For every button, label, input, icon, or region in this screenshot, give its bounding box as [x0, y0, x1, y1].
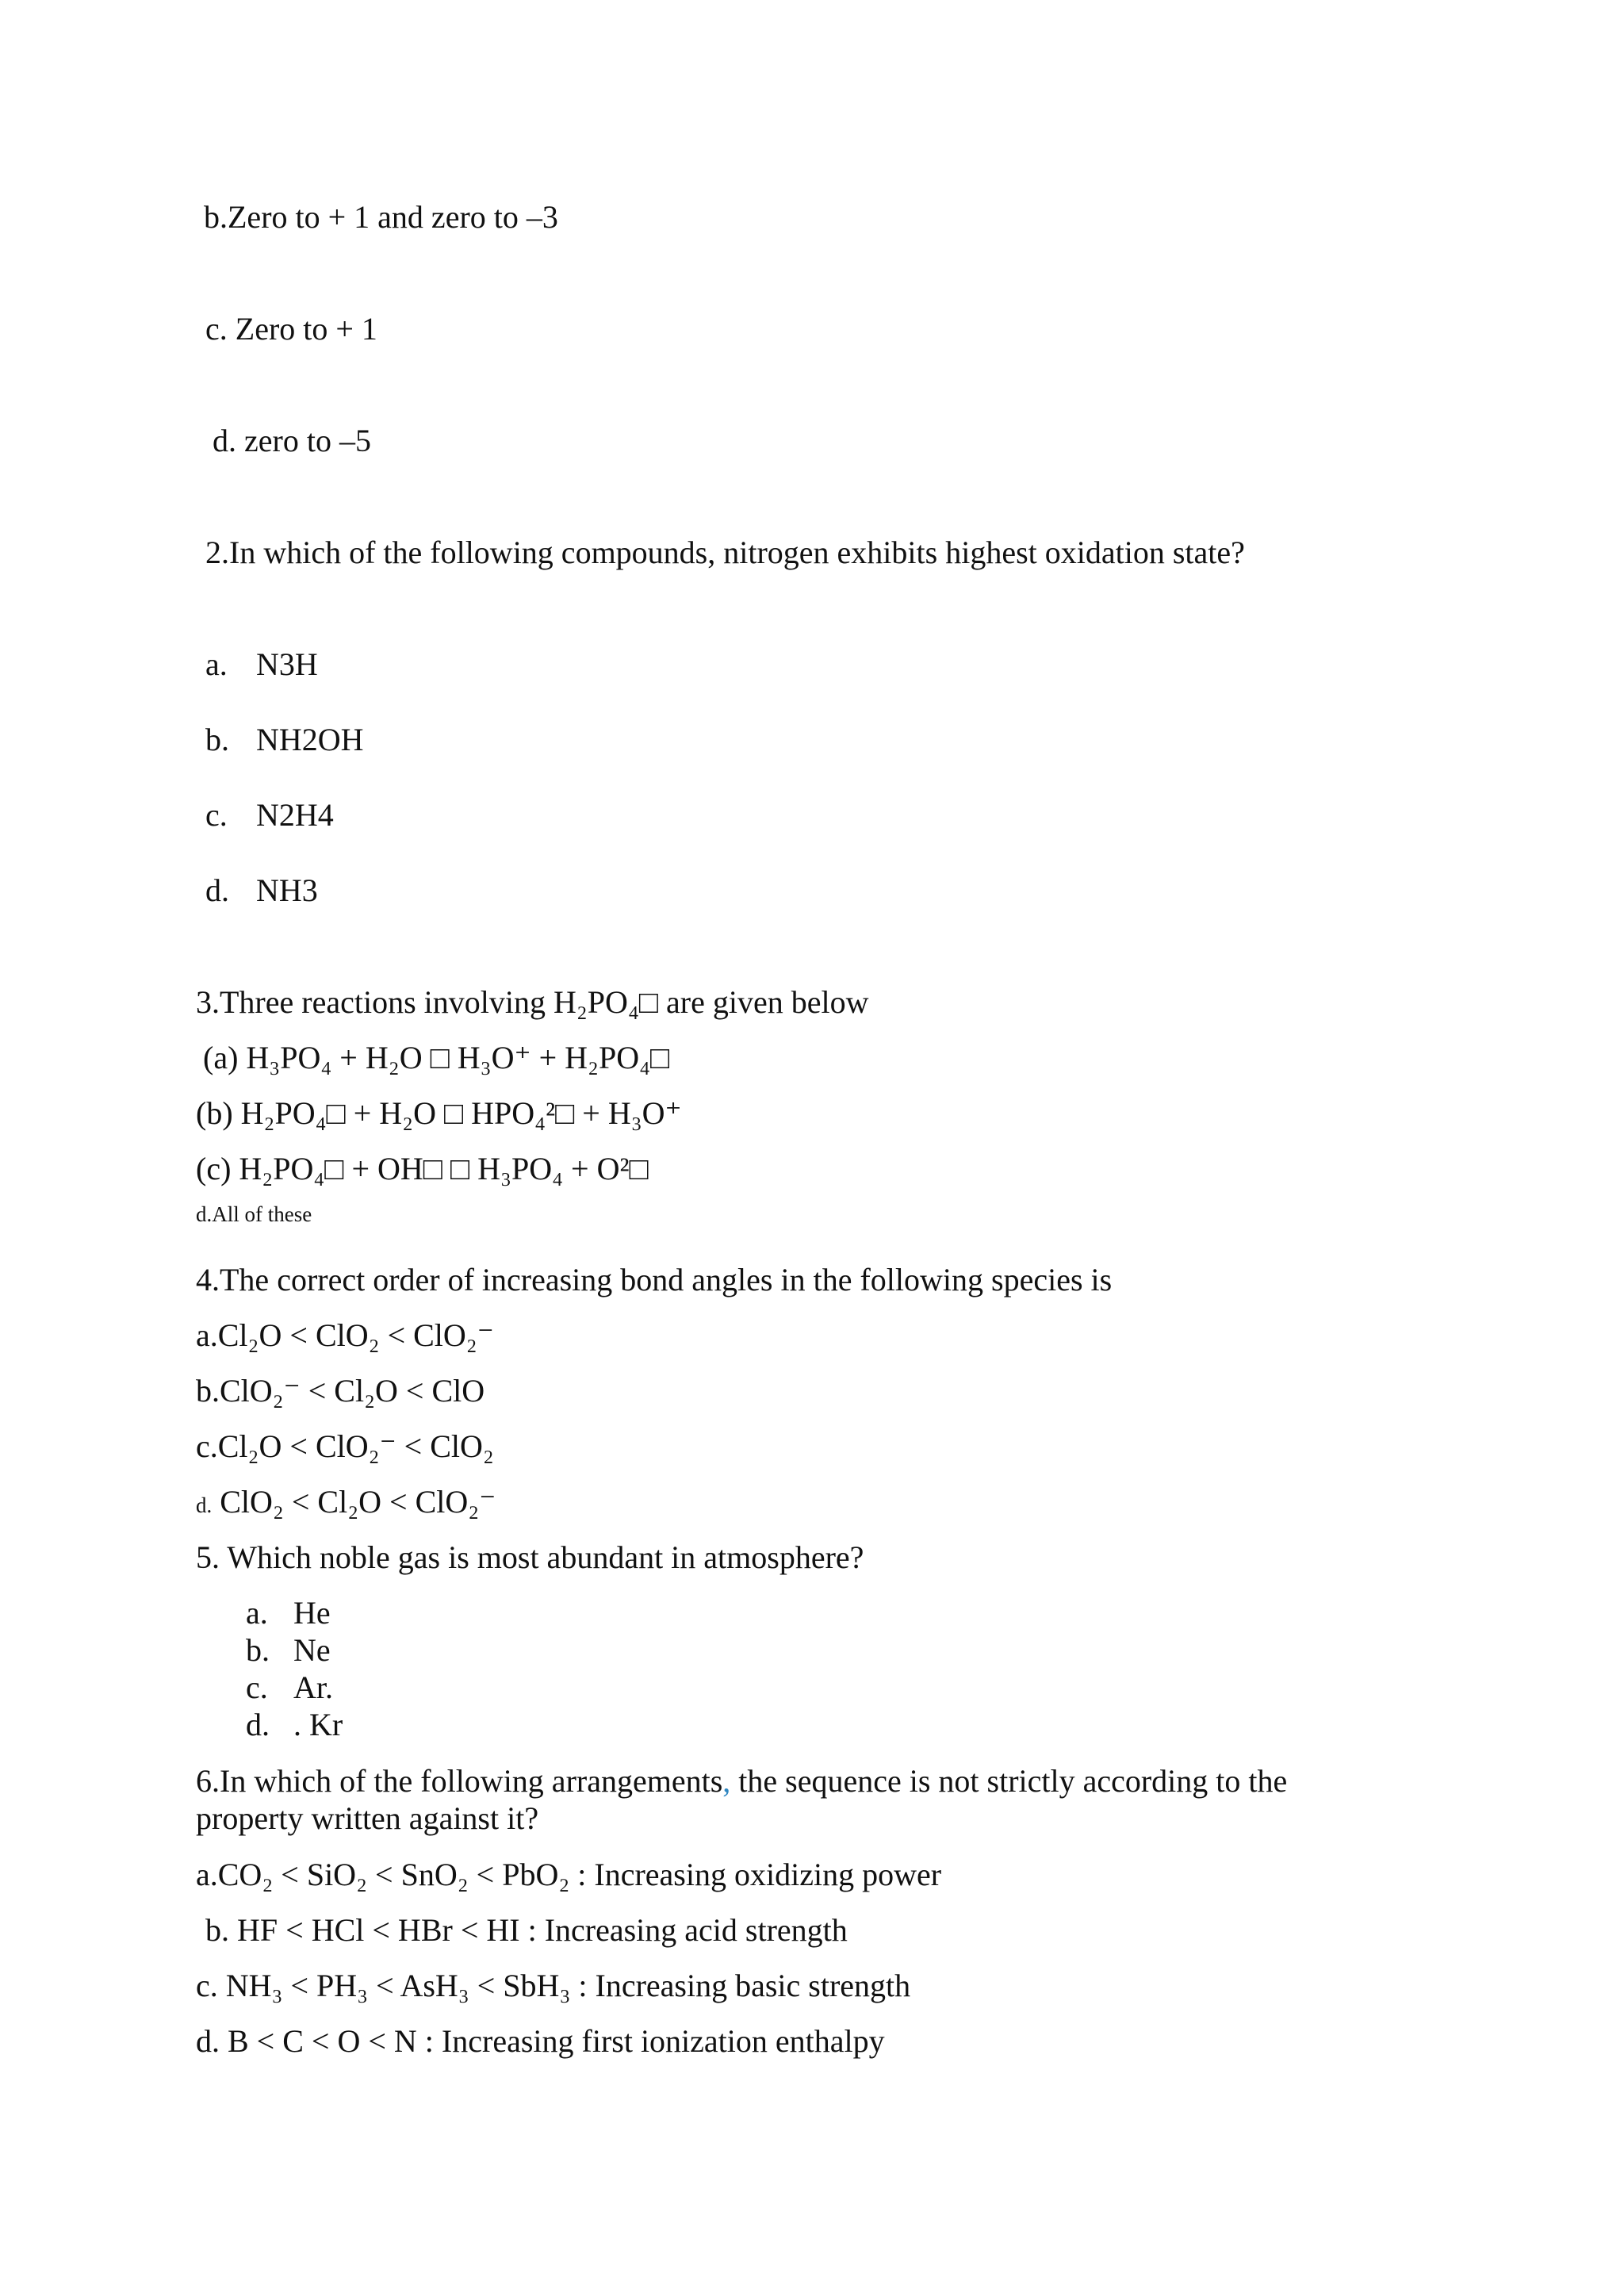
option-letter: d. — [246, 1707, 270, 1742]
q6-option-a: a.CO₂ < SiO₂ < SnO₂ < PbO₂ : Increasing oxidizing power — [196, 1857, 942, 1892]
q2-option-a — [205, 646, 318, 682]
option-letter: d. — [196, 1493, 213, 1517]
q4-option-b: b.ClO₂⁻ < Cl₂O < ClO — [196, 1373, 485, 1409]
q6-question-comma: , — [722, 1763, 731, 1799]
q5-option-b — [246, 1632, 331, 1668]
q2-option-c — [205, 799, 334, 831]
option-letter: d. — [205, 872, 229, 908]
option-letter: c. — [205, 797, 228, 833]
q6-option-b: b. HF < HCl < HBr < HI : Increasing acid strength — [205, 1912, 848, 1948]
q3-question: 3.Three reactions involving H₂PO₄□ are given below — [196, 984, 869, 1020]
q6-option-d: d. B < C < O < N : Increasing first ionization enthalpy — [196, 2023, 885, 2059]
option-text: N2H4 — [256, 797, 334, 833]
q1-option-d: d. zero to –5 — [213, 423, 371, 458]
q4-option-d — [196, 1486, 496, 1518]
q3-reaction-b: (b) H₂PO₄□ + H₂O □ HPO₄²□ + H₃O⁺ — [196, 1095, 682, 1131]
option-letter: a. — [205, 646, 228, 682]
option-letter: b. — [205, 722, 229, 757]
q6-question-part2: the sequence is not strictly according to the — [730, 1763, 1288, 1799]
option-text: He — [293, 1595, 331, 1631]
q5-option-a — [246, 1597, 331, 1629]
q4-option-a: a.Cl₂O < ClO₂ < ClO₂⁻ — [196, 1317, 494, 1353]
q1-option-b: b.Zero to + 1 and zero to –3 — [204, 199, 558, 235]
option-text: NH2OH — [256, 722, 364, 757]
q5-option-c — [246, 1669, 333, 1705]
q2-option-d — [205, 872, 318, 908]
q2-question: 2.In which of the following compounds, nitrogen exhibits highest oxidation state? — [205, 535, 1245, 570]
q3-option-d: d.All of these — [196, 1202, 312, 1226]
q6-option-c: c. NH₃ < PH₃ < AsH₃ < SbH₃ : Increasing basic strength — [196, 1968, 911, 2003]
q3-reaction-a: (a) H₃PO₄ + H₂O □ H₃O⁺ + H₂PO₄□ — [203, 1040, 670, 1075]
option-letter: c. — [246, 1669, 268, 1705]
option-letter: a. — [246, 1595, 268, 1631]
option-text: ClO₂ < Cl₂O < ClO₂⁻ — [212, 1484, 496, 1520]
option-letter: b. — [246, 1632, 270, 1668]
q5-question: 5. Which noble gas is most abundant in atmosphere? — [196, 1539, 864, 1575]
q3-reaction-c: (c) H₂PO₄□ + OH□ □ H₃PO₄ + O²□ — [196, 1151, 649, 1186]
q2-option-b — [205, 724, 364, 756]
option-text: NH3 — [256, 872, 318, 908]
q4-option-c: c.Cl₂O < ClO₂⁻ < ClO₂ — [196, 1428, 494, 1464]
q6-question-line1 — [196, 1765, 1287, 1797]
q6-question-part1: 6.In which of the following arrangements — [196, 1763, 723, 1799]
option-text: Ne — [293, 1632, 331, 1668]
q1-option-c: c. Zero to + 1 — [205, 311, 377, 347]
q4-question: 4.The correct order of increasing bond angles in the following species is — [196, 1262, 1113, 1297]
option-text: N3H — [256, 646, 318, 682]
option-text: . Kr — [293, 1707, 343, 1742]
q5-option-d — [246, 1709, 343, 1741]
q6-question-line2: property written against it? — [196, 1800, 539, 1836]
option-text: Ar. — [293, 1669, 333, 1705]
